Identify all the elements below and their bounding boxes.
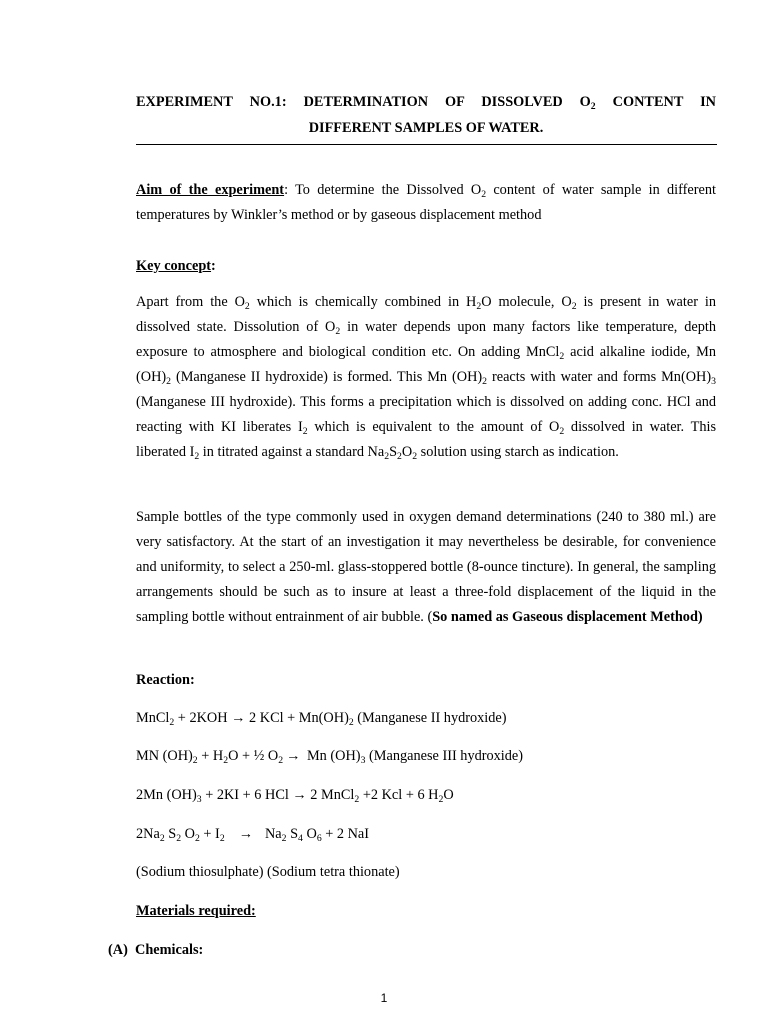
key-concept-heading: Key concept: [136,258,216,274]
reaction-equation-3: 2Mn $(OH)_3 + 2KI + 6$ HCl → 2 MnCl$_2$ +2 Kcl + 6 $H_2O$ [136,787,454,805]
page-number: 1 [380,991,388,1005]
reaction-heading: Reaction: [136,672,195,688]
sampling-paragraph: Sample bottles of the type commonly used in oxygen demand determinations (240 to 380 ml.) are very satisfactory. At the start of an investigation it may nevertheless be desirable, for convenience and uniformity, to select a 250-ml. glass-stoppered bottle (8-ounce tincture). In general, the sampling arrangements should be such as to insure at least a three-fold displacement of the liquid in the sampling bottle without entrainment of air bubble. (So named as Gaseous displacement Method) [136,509,716,625]
title-line-1: EXPERIMENT NO.1: DETERMINATION OF DISSOLVED $O_2$ CONTENT IN [136,94,716,112]
materials-heading: Materials required: [136,903,256,919]
aim-paragraph: Aim of the experiment: To determine the Dissolved $O_2$ content of water sample in different temperatures by Winkler’s method or by gaseous displacement method [136,182,716,223]
experiment-title [136,89,716,141]
chemicals-heading: (A) Chemicals: [108,942,204,958]
aim-label: Aim of the experiment [136,182,285,198]
reaction-arrow: → [286,748,301,764]
title-line-2: DIFFERENT SAMPLES OF WATER. [308,120,544,136]
title-divider [136,144,717,145]
key-concept-paragraph: Apart from the $O_2$ which is chemically combined in $H_2O$ molecule, $O_2$ is present in water in dissolved state. Dissolution of $O_2$ in water depends upon many factors like temperature, depth exposure to atmosphere and biological condition etc. On adding MnCl$_2$ acid alkaline iodide, Mn $(OH)_2$ (Manganese II hydroxide) is formed. This Mn $(OH)_2$ reacts with water and forms $Mn(OH)_3$ (Manganese III hydroxide). This forms a precipitation which is dissolved on adding conc. HCl and reacting with KI liberates $I_2$ which is equivalent to the amount of $O_2$ dissolved in water. This liberated $I_2$ in titrated against a standard $Na_2S_2O_2$ solution using starch as indication. [136,294,717,462]
reaction-equation-2: MN $(OH)_2 + H_2O$ + ½ $O_2 \to Mn$ $(OH)_3$ (Manganese III hydroxide) [136,748,524,766]
reaction-arrow: → [292,787,307,803]
reaction-arrow: → [238,826,253,842]
reaction-arrow: → [231,710,246,726]
reaction-compound-names: (Sodium thiosulphate) (Sodium tetra thionate) [136,864,400,880]
reaction-equation-4: $2Na_2$ $S_2$ $O_2 + I_2 \to Na_2$ $S_4$ $O_6 + 2$ NaI [136,826,370,844]
list-marker: (A) [108,942,128,958]
reaction-equation-1: MnCl$_2$ + 2KOH → 2 KCl + $Mn(OH)_2$ (Manganese II hydroxide) [136,710,507,728]
